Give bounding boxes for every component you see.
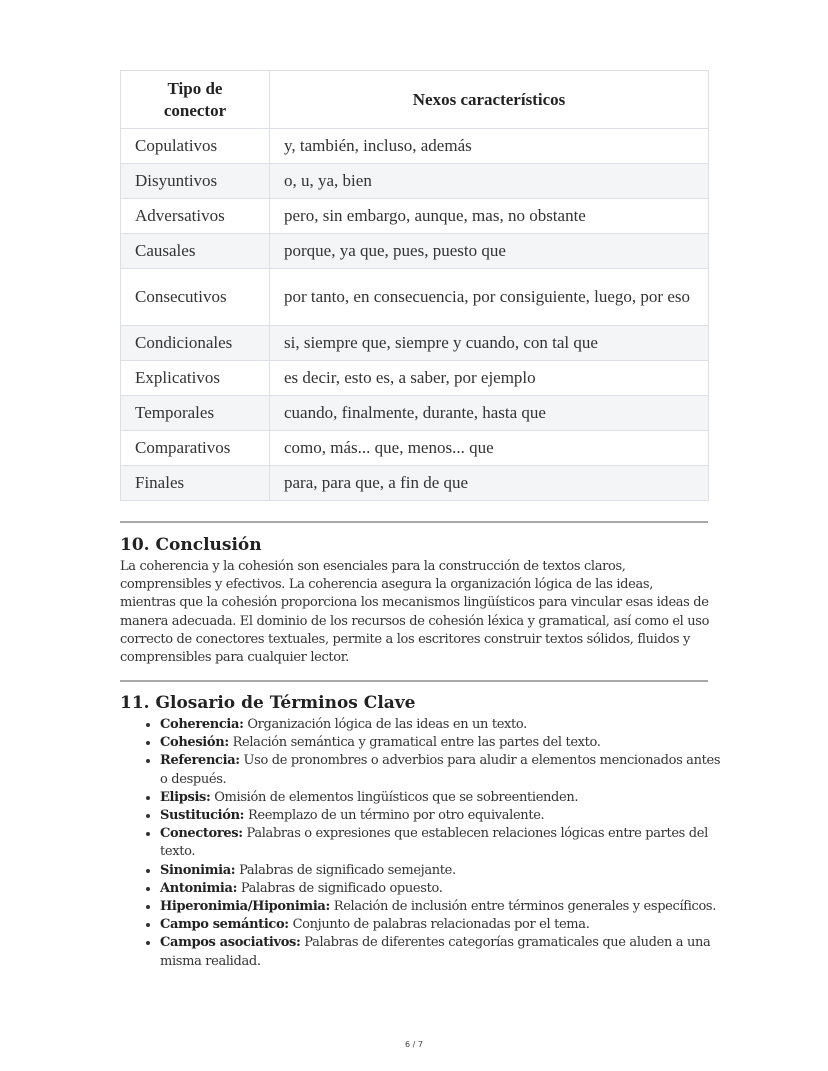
table-row: [121, 234, 709, 269]
table-row: [121, 326, 709, 361]
glossary-definition: Organización lógica de las ideas en un texto.: [247, 717, 527, 732]
glossary-definition: Reemplazo de un término por otro equivalente.: [247, 808, 545, 824]
glossary-item: [160, 789, 725, 807]
nexos-cell: es decir, esto es, a saber, por ejemplo: [270, 361, 709, 396]
section-divider: [120, 680, 708, 682]
glossary-item: [160, 734, 725, 752]
conclusion-heading: 10. Conclusión: [120, 535, 262, 555]
nexos-cell: porque, ya que, pues, puesto que: [270, 234, 709, 269]
glossary-definition: Palabras de significado opuesto.: [240, 880, 443, 896]
connector-type-cell: Adversativos: [121, 199, 270, 234]
connector-type-cell: Temporales: [121, 396, 270, 431]
glossary-definition: Relación semántica y gramatical entre las partes del texto.: [232, 735, 601, 751]
header-nexos: Nexos característicos: [270, 71, 709, 129]
glossary-term: Sustitución:: [160, 808, 245, 824]
glossary-term: Conectores:: [160, 826, 243, 842]
table-row: [121, 466, 709, 501]
nexos-cell: o, u, ya, bien: [270, 164, 709, 199]
glossary-definition: Palabras de diferentes categorías gramaticales que aluden a una misma realidad.: [160, 935, 711, 969]
connector-type-cell: Causales: [121, 234, 270, 269]
glossary-definition: Relación de inclusión entre términos generales y específicos.: [333, 899, 717, 915]
connector-type-cell: Copulativos: [121, 129, 270, 164]
page-number: 6 / 7: [405, 1040, 423, 1049]
glossary-definition: Palabras de significado semejante.: [239, 862, 456, 878]
nexos-cell: por tanto, en consecuencia, por consiguiente, luego, por eso: [270, 269, 709, 326]
nexos-cell: si, siempre que, siempre y cuando, con tal que: [270, 326, 709, 361]
table-row: [121, 269, 709, 326]
glossary-definition: Palabras o expresiones que establecen relaciones lógicas entre partes del texto.: [160, 826, 708, 860]
connectors-table: [120, 70, 709, 501]
connector-type-cell: Disyuntivos: [121, 164, 270, 199]
glossary-item: [160, 934, 725, 970]
glossary-item: [160, 807, 725, 825]
glossary-term: Campo semántico:: [160, 917, 289, 933]
nexos-cell: cuando, finalmente, durante, hasta que: [270, 396, 709, 431]
section-divider: [120, 521, 708, 523]
glossary-item: [160, 916, 725, 934]
glossary-item: [160, 825, 725, 861]
glossary-item: [160, 862, 725, 880]
table-row: [121, 431, 709, 466]
glossary-heading: 11. Glosario de Términos Clave: [120, 693, 416, 713]
glossary-term: Campos asociativos:: [160, 935, 301, 951]
glossary-term: Referencia:: [160, 753, 240, 769]
connector-type-cell: Consecutivos: [121, 269, 270, 326]
glossary-term: Cohesión:: [160, 735, 229, 751]
table-row: [121, 129, 709, 164]
nexos-cell: para, para que, a fin de que: [270, 466, 709, 501]
glossary-item: [160, 880, 725, 898]
table-row: [121, 361, 709, 396]
glossary-definition: Uso de pronombres o adverbios para aludir a elementos mencionados antes o después.: [160, 753, 721, 787]
glossary-term: Coherencia:: [160, 717, 244, 732]
conclusion-text: La coherencia y la cohesión son esenciales para la construcción de textos claros, comprensibles y efectivos. La coherencia asegura la organización lógica de las ideas, mientras que la cohesión proporciona los mecanismos lingüísticos para vincular esas ideas de manera adecuada. El dominio de los recursos de cohesión léxica y gramatical, así como el uso correcto de conectores textuales, permite a los escritores construir textos sólidos, fluidos y comprensibles para cualquier lector.: [120, 559, 710, 666]
glossary-term: Antonimia:: [160, 880, 238, 896]
connector-type-cell: Condicionales: [121, 326, 270, 361]
nexos-cell: como, más... que, menos... que: [270, 431, 709, 466]
table-row: [121, 396, 709, 431]
glossary-term: Hiperonimia/Hiponimia:: [160, 899, 330, 915]
table-row: [121, 199, 709, 234]
glossary-definition: Omisión de elementos lingüísticos que se sobreentienden.: [214, 789, 579, 805]
connector-type-cell: Explicativos: [121, 361, 270, 396]
connector-type-cell: Comparativos: [121, 431, 270, 466]
glossary-item: [160, 716, 725, 734]
table-row: [121, 164, 709, 199]
glossary-item: [160, 752, 725, 788]
glossary-term: Elipsis:: [160, 789, 211, 805]
glossary-item: [160, 898, 725, 916]
glossary-definition: Conjunto de palabras relacionadas por el tema.: [292, 917, 590, 933]
glossary-list: [140, 716, 725, 971]
glossary-term: Sinonimia:: [160, 862, 236, 878]
connector-type-cell: Finales: [121, 466, 270, 501]
header-connector-type: Tipo de conector: [121, 71, 270, 129]
nexos-cell: pero, sin embargo, aunque, mas, no obstante: [270, 199, 709, 234]
nexos-cell: y, también, incluso, además: [270, 129, 709, 164]
